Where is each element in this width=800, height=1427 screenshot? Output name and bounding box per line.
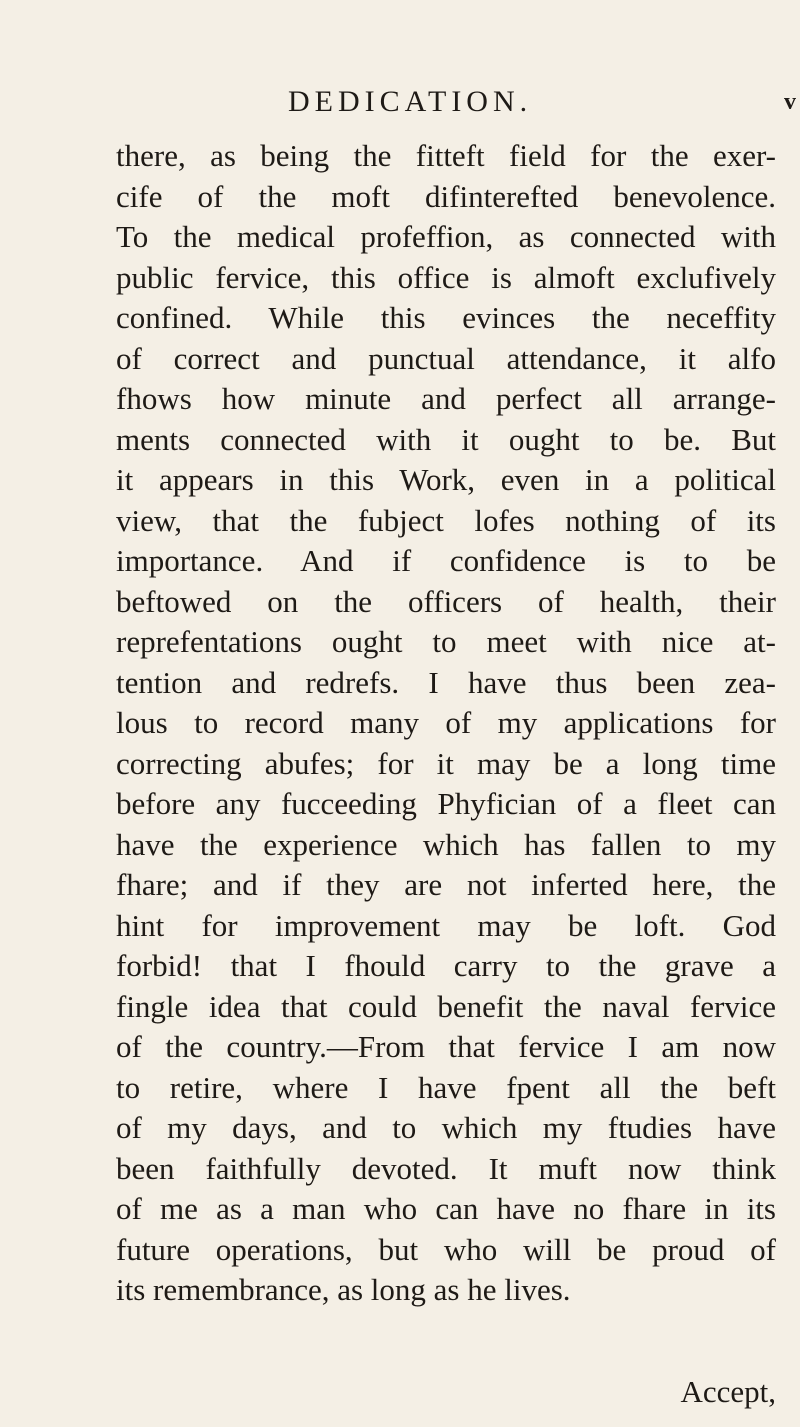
text-line: of correct and punctual attendance, it alfo [116,340,776,376]
running-title: DEDICATION. [288,85,533,118]
text-line: there, as being the fitteft field for the exer- [116,138,776,173]
catchword: Accept, [680,1374,776,1409]
text-line: correcting abufes; for it may be a long time [116,745,776,781]
text-line: confined. While this evinces the neceffity [116,300,776,335]
text-line: its remembrance, as long as he lives. [116,1272,571,1307]
text-line: fhows how minute and perfect all arrange- [116,381,776,416]
running-head [0,84,800,120]
text-line: fhare; and if they are not inferted here, the [116,867,776,902]
text-line: before any fucceeding Phyfician of a fleet can [116,786,776,821]
text-line: ments connected with it ought to be. But [116,421,776,457]
text-line: of me as a man who can have no fhare in its [116,1191,776,1226]
text-line: lous to record many of my applications for [116,705,776,740]
text-line: tention and redrefs. I have thus been zea- [116,664,776,700]
page-number: v [784,89,796,115]
text-line: view, that the fubject lofes nothing of its [116,502,776,538]
text-line: reprefentations ought to meet with nice at- [116,624,776,659]
text-line: hint for improvement may be loft. God [116,907,776,943]
body-text [116,136,776,1311]
text-line: of my days, and to which my ftudies have [116,1110,776,1145]
text-line: forbid! that I fhould carry to the grave a [116,948,776,983]
text-line: been faithfully devoted. It muft now think [116,1150,776,1186]
text-line: beftowed on the officers of health, their [116,583,776,619]
text-line: public fervice, this office is almoft exclufively [116,259,776,295]
text-line: fingle idea that could benefit the naval fervice [116,988,776,1024]
text-line: of the country.—From that fervice I am now [116,1029,776,1064]
text-line: importance. And if confidence is to be [116,543,776,578]
text-line: To the medical profeffion, as connected with [116,219,776,254]
text-line: to retire, where I have fpent all the beft [116,1069,776,1105]
text-line: it appears in this Work, even in a political [116,462,776,497]
text-line: future operations, but who will be proud of [116,1231,776,1267]
text-line: have the experience which has fallen to my [116,826,776,862]
text-line: cife of the moft difinterefted benevolence. [116,178,776,214]
